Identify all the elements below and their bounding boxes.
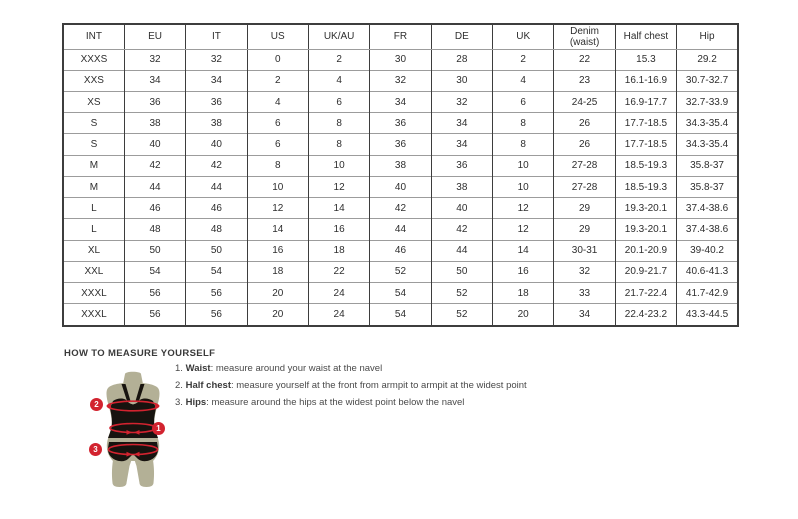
step-text: : measure around the hips at the widest point below the navel bbox=[206, 397, 465, 408]
size-value-cell: 22.4-23.2 bbox=[615, 304, 676, 326]
size-value-cell: 38 bbox=[124, 113, 185, 134]
size-value-cell: 34 bbox=[554, 304, 615, 326]
size-value-cell: 32 bbox=[186, 49, 247, 70]
size-value-cell: 35.8-37 bbox=[677, 155, 738, 176]
measure-steps bbox=[175, 363, 527, 414]
size-label-cell: L bbox=[63, 198, 124, 219]
column-header: Denim (waist) bbox=[554, 24, 615, 49]
size-value-cell: 18 bbox=[493, 283, 554, 304]
size-value-cell: 8 bbox=[493, 134, 554, 155]
size-value-cell: 0 bbox=[247, 49, 308, 70]
size-value-cell: 29 bbox=[554, 198, 615, 219]
size-value-cell: 32 bbox=[370, 70, 431, 91]
size-value-cell: 20 bbox=[247, 304, 308, 326]
size-value-cell: 34.3-35.4 bbox=[677, 134, 738, 155]
size-value-cell: 30-31 bbox=[554, 240, 615, 261]
step-number: 2. bbox=[175, 380, 183, 391]
size-value-cell: 12 bbox=[493, 198, 554, 219]
size-value-cell: 24-25 bbox=[554, 91, 615, 112]
size-value-cell: 36 bbox=[186, 91, 247, 112]
mannequin-left-leg bbox=[112, 460, 132, 487]
step-number: 3. bbox=[175, 397, 183, 408]
size-label-cell: S bbox=[63, 113, 124, 134]
size-value-cell: 19.3-20.1 bbox=[615, 219, 676, 240]
size-value-cell: 34 bbox=[370, 91, 431, 112]
size-value-cell: 52 bbox=[431, 304, 492, 326]
size-value-cell: 38 bbox=[370, 155, 431, 176]
step-term: Half chest bbox=[185, 380, 231, 391]
size-value-cell: 6 bbox=[308, 91, 369, 112]
size-value-cell: 8 bbox=[308, 134, 369, 155]
size-value-cell: 19.3-20.1 bbox=[615, 198, 676, 219]
size-value-cell: 20 bbox=[247, 283, 308, 304]
size-value-cell: 22 bbox=[554, 49, 615, 70]
size-value-cell: 41.7-42.9 bbox=[677, 283, 738, 304]
column-header: DE bbox=[431, 24, 492, 49]
size-value-cell: 6 bbox=[493, 91, 554, 112]
column-header: Half chest bbox=[615, 24, 676, 49]
size-value-cell: 40 bbox=[431, 198, 492, 219]
size-value-cell: 18 bbox=[247, 261, 308, 282]
size-value-cell: 52 bbox=[431, 283, 492, 304]
size-value-cell: 4 bbox=[247, 91, 308, 112]
table-row bbox=[63, 49, 738, 70]
size-value-cell: 20.9-21.7 bbox=[615, 261, 676, 282]
size-value-cell: 44 bbox=[124, 176, 185, 197]
size-value-cell: 23 bbox=[554, 70, 615, 91]
size-value-cell: 54 bbox=[124, 261, 185, 282]
size-value-cell: 10 bbox=[247, 176, 308, 197]
size-value-cell: 34 bbox=[124, 70, 185, 91]
size-value-cell: 10 bbox=[493, 176, 554, 197]
table-row bbox=[63, 283, 738, 304]
size-value-cell: 42 bbox=[370, 198, 431, 219]
size-value-cell: 54 bbox=[186, 261, 247, 282]
column-header: FR bbox=[370, 24, 431, 49]
size-label-cell: M bbox=[63, 155, 124, 176]
size-value-cell: 12 bbox=[493, 219, 554, 240]
size-value-cell: 27-28 bbox=[554, 155, 615, 176]
size-value-cell: 8 bbox=[493, 113, 554, 134]
size-value-cell: 14 bbox=[493, 240, 554, 261]
size-value-cell: 18 bbox=[308, 240, 369, 261]
size-value-cell: 48 bbox=[186, 219, 247, 240]
size-value-cell: 16 bbox=[308, 219, 369, 240]
size-value-cell: 16 bbox=[493, 261, 554, 282]
column-header: UK bbox=[493, 24, 554, 49]
step-term: Hips bbox=[185, 397, 207, 408]
size-value-cell: 50 bbox=[431, 261, 492, 282]
table-row bbox=[63, 134, 738, 155]
size-value-cell: 40.6-41.3 bbox=[677, 261, 738, 282]
size-value-cell: 40 bbox=[186, 134, 247, 155]
size-value-cell: 10 bbox=[308, 155, 369, 176]
size-label-cell: XL bbox=[63, 240, 124, 261]
size-value-cell: 21.7-22.4 bbox=[615, 283, 676, 304]
size-value-cell: 56 bbox=[186, 304, 247, 326]
size-value-cell: 12 bbox=[308, 176, 369, 197]
size-value-cell: 46 bbox=[370, 240, 431, 261]
size-value-cell: 29 bbox=[554, 219, 615, 240]
size-value-cell: 44 bbox=[186, 176, 247, 197]
size-value-cell: 36 bbox=[370, 134, 431, 155]
step-text: : measure around your waist at the navel bbox=[210, 363, 383, 374]
column-header: Hip bbox=[677, 24, 738, 49]
size-value-cell: 34.3-35.4 bbox=[677, 113, 738, 134]
hip-marker-badge: 3 bbox=[89, 443, 102, 456]
table-row bbox=[63, 198, 738, 219]
size-value-cell: 2 bbox=[493, 49, 554, 70]
size-value-cell: 54 bbox=[370, 304, 431, 326]
size-value-cell: 17.7-18.5 bbox=[615, 134, 676, 155]
size-value-cell: 34 bbox=[431, 134, 492, 155]
size-value-cell: 38 bbox=[431, 176, 492, 197]
table-row bbox=[63, 240, 738, 261]
size-value-cell: 16 bbox=[247, 240, 308, 261]
step-text: : measure yourself at the front from armpit to armpit at the widest point bbox=[230, 380, 527, 391]
size-value-cell: 52 bbox=[370, 261, 431, 282]
size-value-cell: 10 bbox=[493, 155, 554, 176]
size-value-cell: 50 bbox=[186, 240, 247, 261]
size-value-cell: 42 bbox=[124, 155, 185, 176]
size-value-cell: 27-28 bbox=[554, 176, 615, 197]
size-value-cell: 30.7-32.7 bbox=[677, 70, 738, 91]
size-value-cell: 29.2 bbox=[677, 49, 738, 70]
measure-step-waist bbox=[175, 363, 527, 380]
measure-step-hips bbox=[175, 397, 527, 414]
size-value-cell: 22 bbox=[308, 261, 369, 282]
size-value-cell: 43.3-44.5 bbox=[677, 304, 738, 326]
size-value-cell: 32 bbox=[431, 91, 492, 112]
size-value-cell: 2 bbox=[247, 70, 308, 91]
size-value-cell: 46 bbox=[124, 198, 185, 219]
size-value-cell: 34 bbox=[431, 113, 492, 134]
step-number: 1. bbox=[175, 363, 183, 374]
table-row bbox=[63, 261, 738, 282]
table-row bbox=[63, 91, 738, 112]
size-value-cell: 44 bbox=[370, 219, 431, 240]
size-value-cell: 34 bbox=[186, 70, 247, 91]
size-value-cell: 14 bbox=[308, 198, 369, 219]
size-value-cell: 37.4-38.6 bbox=[677, 198, 738, 219]
size-value-cell: 37.4-38.6 bbox=[677, 219, 738, 240]
size-value-cell: 56 bbox=[186, 283, 247, 304]
size-label-cell: XXXS bbox=[63, 49, 124, 70]
size-value-cell: 56 bbox=[124, 304, 185, 326]
size-value-cell: 42 bbox=[186, 155, 247, 176]
table-row bbox=[63, 176, 738, 197]
size-value-cell: 32 bbox=[554, 261, 615, 282]
size-table-body bbox=[63, 49, 738, 326]
size-value-cell: 36 bbox=[431, 155, 492, 176]
size-label-cell: M bbox=[63, 176, 124, 197]
size-value-cell: 35.8-37 bbox=[677, 176, 738, 197]
size-value-cell: 28 bbox=[431, 49, 492, 70]
size-value-cell: 50 bbox=[124, 240, 185, 261]
size-value-cell: 15.3 bbox=[615, 49, 676, 70]
size-value-cell: 33 bbox=[554, 283, 615, 304]
size-value-cell: 8 bbox=[308, 113, 369, 134]
header-row bbox=[63, 24, 738, 49]
column-header: INT bbox=[63, 24, 124, 49]
column-header: EU bbox=[124, 24, 185, 49]
size-value-cell: 40 bbox=[124, 134, 185, 155]
table-row bbox=[63, 304, 738, 326]
size-value-cell: 32 bbox=[124, 49, 185, 70]
size-value-cell: 17.7-18.5 bbox=[615, 113, 676, 134]
size-value-cell: 36 bbox=[370, 113, 431, 134]
chest-marker-badge: 2 bbox=[90, 398, 103, 411]
size-value-cell: 46 bbox=[186, 198, 247, 219]
size-value-cell: 26 bbox=[554, 134, 615, 155]
size-value-cell: 24 bbox=[308, 283, 369, 304]
how-to-measure-title: HOW TO MEASURE YOURSELF bbox=[64, 348, 216, 359]
size-value-cell: 6 bbox=[247, 113, 308, 134]
size-value-cell: 36 bbox=[124, 91, 185, 112]
size-value-cell: 16.1-16.9 bbox=[615, 70, 676, 91]
size-value-cell: 12 bbox=[247, 198, 308, 219]
size-value-cell: 48 bbox=[124, 219, 185, 240]
column-header: US bbox=[247, 24, 308, 49]
size-value-cell: 44 bbox=[431, 240, 492, 261]
size-value-cell: 16.9-17.7 bbox=[615, 91, 676, 112]
size-value-cell: 14 bbox=[247, 219, 308, 240]
size-value-cell: 30 bbox=[431, 70, 492, 91]
size-value-cell: 38 bbox=[186, 113, 247, 134]
mannequin-right-leg bbox=[135, 460, 155, 487]
size-value-cell: 32.7-33.9 bbox=[677, 91, 738, 112]
size-value-cell: 20 bbox=[493, 304, 554, 326]
size-value-cell: 54 bbox=[370, 283, 431, 304]
size-value-cell: 18.5-19.3 bbox=[615, 155, 676, 176]
size-value-cell: 8 bbox=[247, 155, 308, 176]
table-row bbox=[63, 113, 738, 134]
step-term: Waist bbox=[185, 363, 211, 374]
size-value-cell: 40 bbox=[370, 176, 431, 197]
size-value-cell: 4 bbox=[493, 70, 554, 91]
column-header: IT bbox=[186, 24, 247, 49]
size-label-cell: XXXL bbox=[63, 304, 124, 326]
waist-marker-badge: 1 bbox=[152, 422, 165, 435]
size-value-cell: 26 bbox=[554, 113, 615, 134]
size-label-cell: XXXL bbox=[63, 283, 124, 304]
measure-step-half-chest bbox=[175, 380, 527, 397]
size-value-cell: 6 bbox=[247, 134, 308, 155]
column-header: UK/AU bbox=[308, 24, 369, 49]
table-row bbox=[63, 70, 738, 91]
size-value-cell: 39-40.2 bbox=[677, 240, 738, 261]
size-label-cell: XXS bbox=[63, 70, 124, 91]
size-value-cell: 2 bbox=[308, 49, 369, 70]
size-value-cell: 30 bbox=[370, 49, 431, 70]
size-chart-table bbox=[62, 23, 739, 327]
size-value-cell: 20.1-20.9 bbox=[615, 240, 676, 261]
size-value-cell: 4 bbox=[308, 70, 369, 91]
mannequin-neck bbox=[123, 372, 143, 384]
size-label-cell: S bbox=[63, 134, 124, 155]
size-label-cell: XXL bbox=[63, 261, 124, 282]
size-value-cell: 42 bbox=[431, 219, 492, 240]
size-value-cell: 56 bbox=[124, 283, 185, 304]
size-label-cell: XS bbox=[63, 91, 124, 112]
size-value-cell: 18.5-19.3 bbox=[615, 176, 676, 197]
table-row bbox=[63, 155, 738, 176]
table-row bbox=[63, 219, 738, 240]
size-label-cell: L bbox=[63, 219, 124, 240]
measurement-figure bbox=[82, 370, 168, 488]
size-value-cell: 24 bbox=[308, 304, 369, 326]
